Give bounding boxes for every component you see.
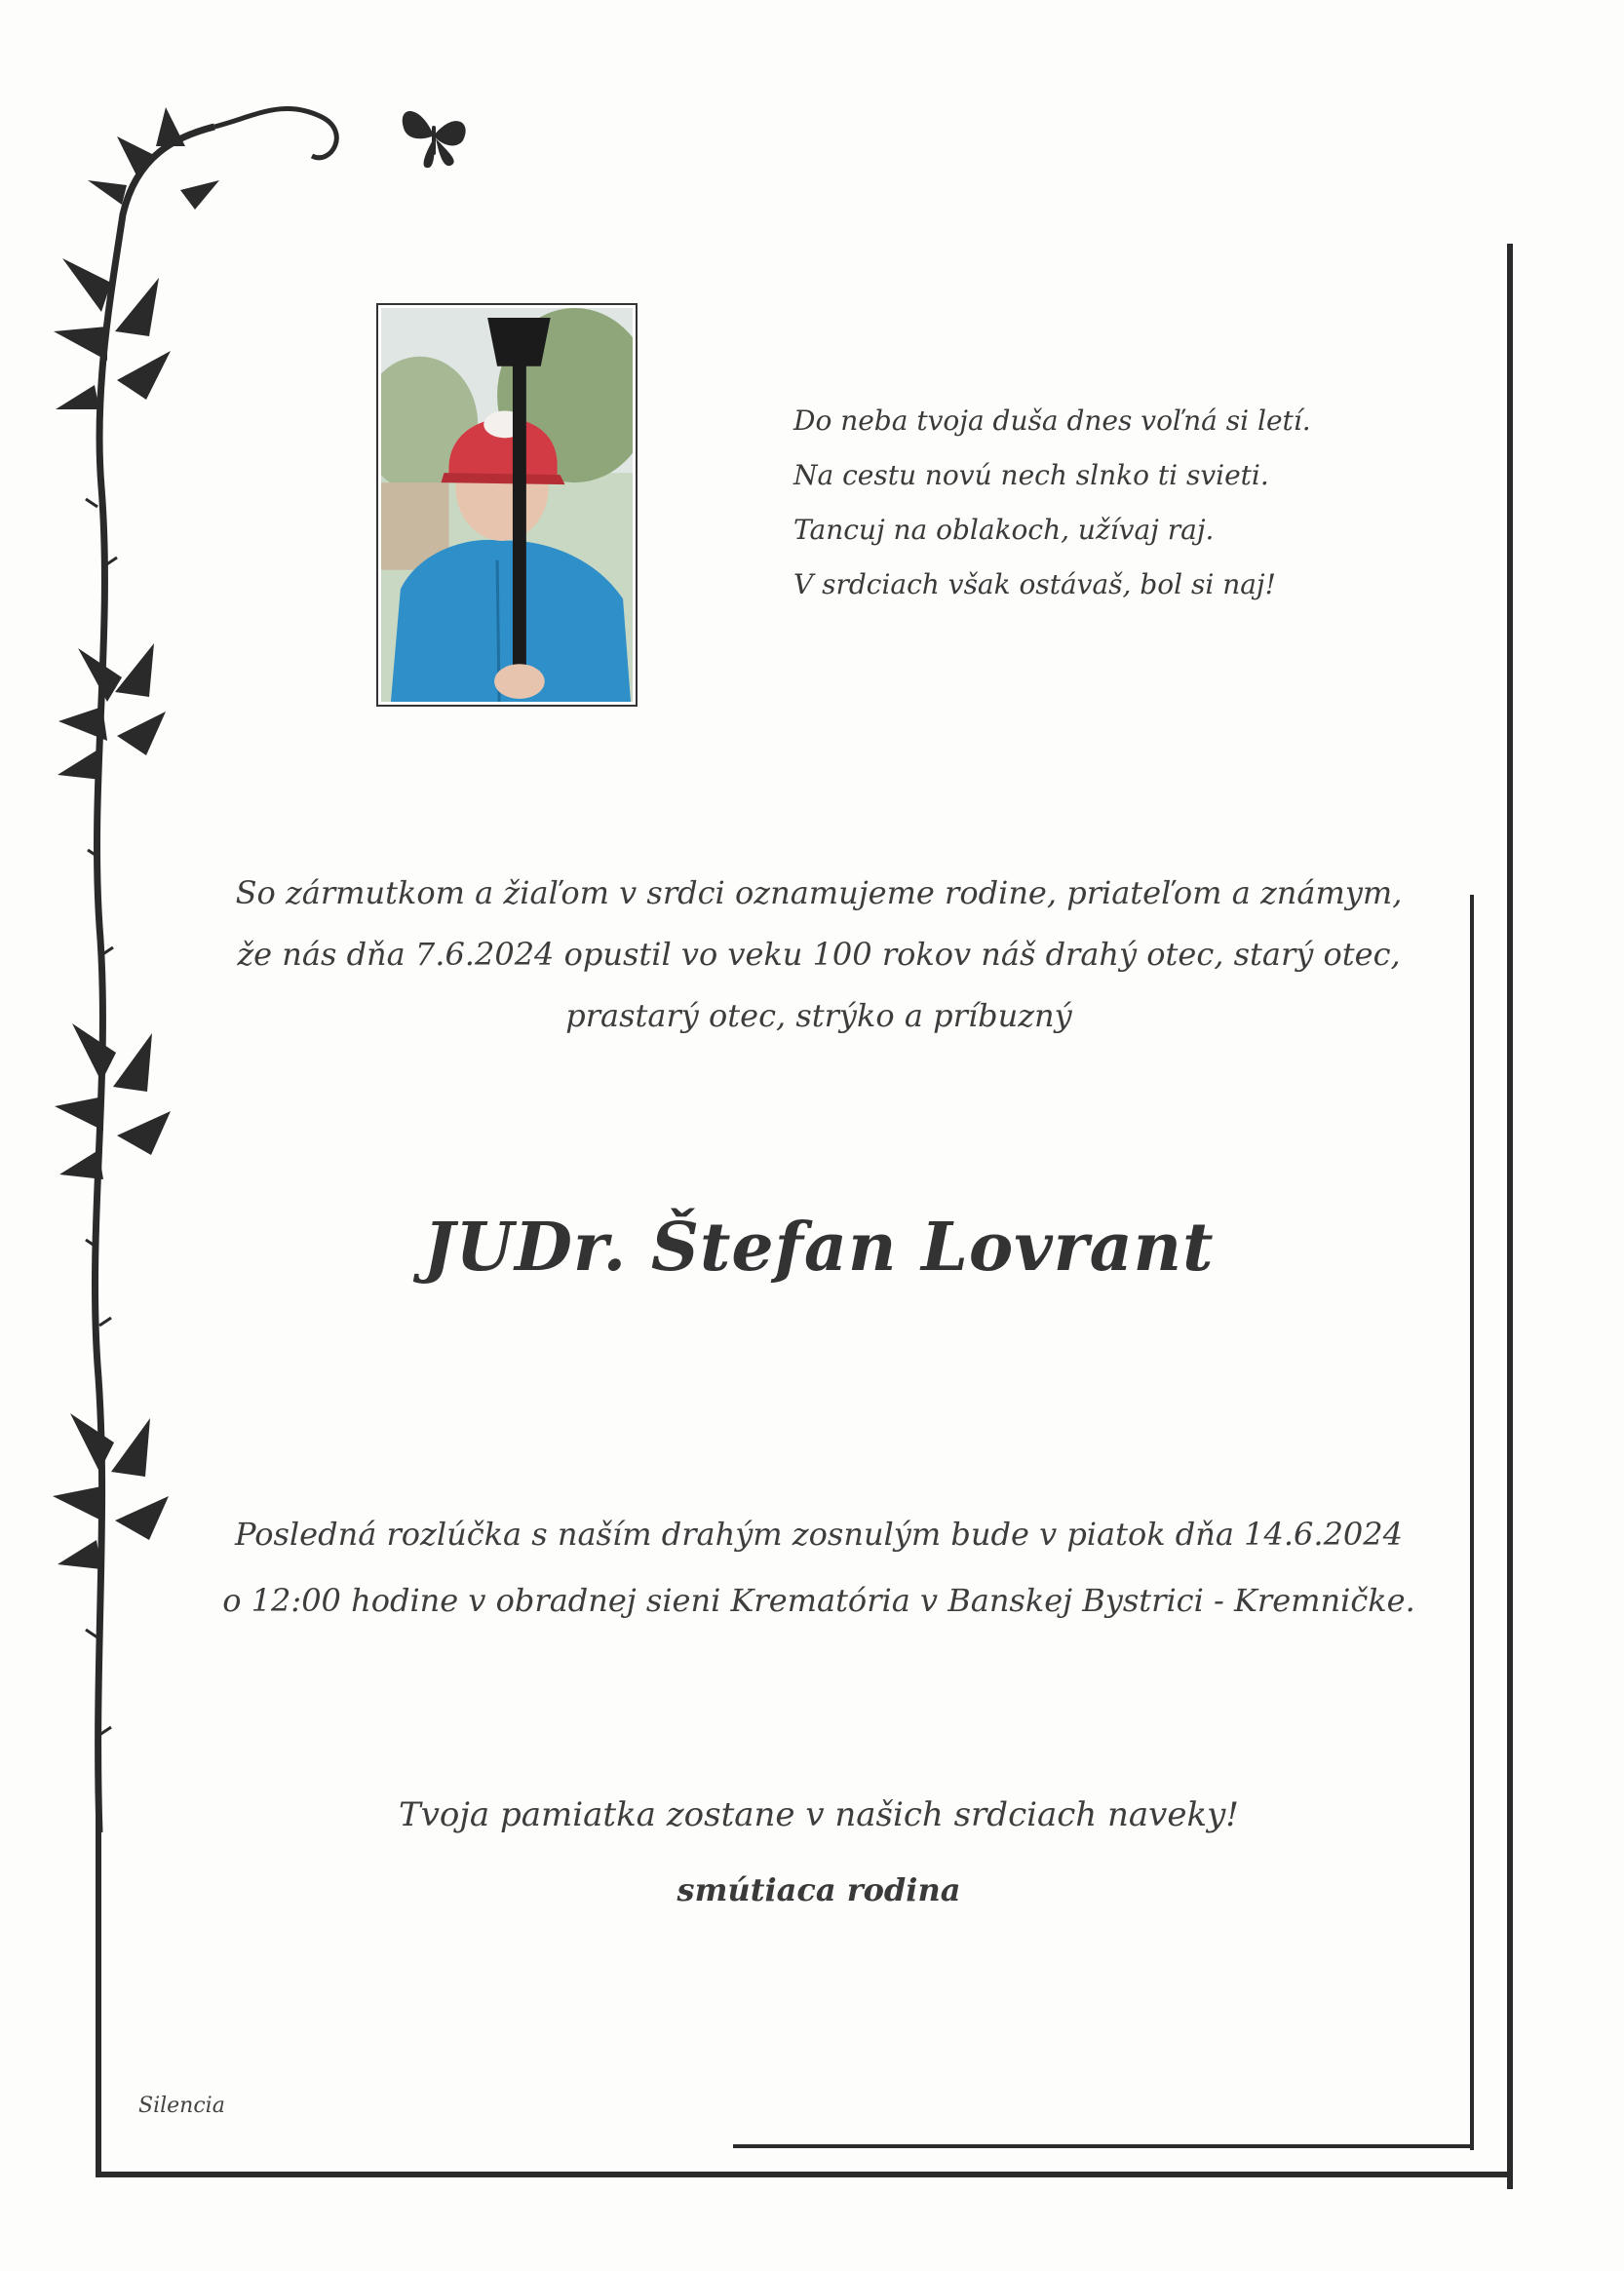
- farewell-line: Posledná rozlúčka s naším drahým zosnulým bude v piatok dňa 14.6.2024: [235, 1516, 1403, 1553]
- announcement-line: So zármutkom a žiaľom v srdci oznamujeme rodine, priateľom a známym,: [235, 874, 1403, 911]
- memory-text: Tvoja pamiatka zostane v našich srdciach naveky!: [399, 1795, 1239, 1834]
- farewell-text: [214, 1501, 1423, 1634]
- brand-label: Silencia: [138, 2094, 225, 2118]
- frame-line-bottom-outer: [96, 2172, 1513, 2177]
- portrait-photo: [376, 303, 638, 707]
- frame-line-right-outer: [1507, 244, 1513, 2189]
- poem-line: V srdciach však ostávaš, bol si naj!: [793, 568, 1276, 600]
- poem-line: Tancuj na oblakoch, užívaj raj.: [793, 514, 1215, 546]
- signature-text: smútiaca rodina: [677, 1871, 961, 1908]
- deceased-name: JUDr. Štefan Lovrant: [423, 1209, 1215, 1287]
- farewell-line: o 12:00 hodine v obradnej sieni Krematória v Banskej Bystrici - Kremničke.: [222, 1582, 1415, 1619]
- frame-line-right-inner: [1470, 895, 1474, 2150]
- announcement-line: prastarý otec, strýko a príbuzný: [565, 997, 1072, 1034]
- frame-line-left: [96, 1793, 101, 2177]
- announcement-line: že nás dňa 7.6.2024 opustil vo veku 100 rokov náš drahý otec, starý otec,: [237, 936, 1401, 973]
- frame-line-bottom-inner: [733, 2144, 1474, 2148]
- butterfly-icon: [390, 92, 478, 179]
- announcement-text: [224, 863, 1413, 1047]
- poem: [793, 394, 1339, 612]
- poem-line: Do neba tvoja duša dnes voľná si letí.: [793, 404, 1311, 437]
- poem-line: Na cestu novú nech slnko ti svieti.: [793, 459, 1269, 491]
